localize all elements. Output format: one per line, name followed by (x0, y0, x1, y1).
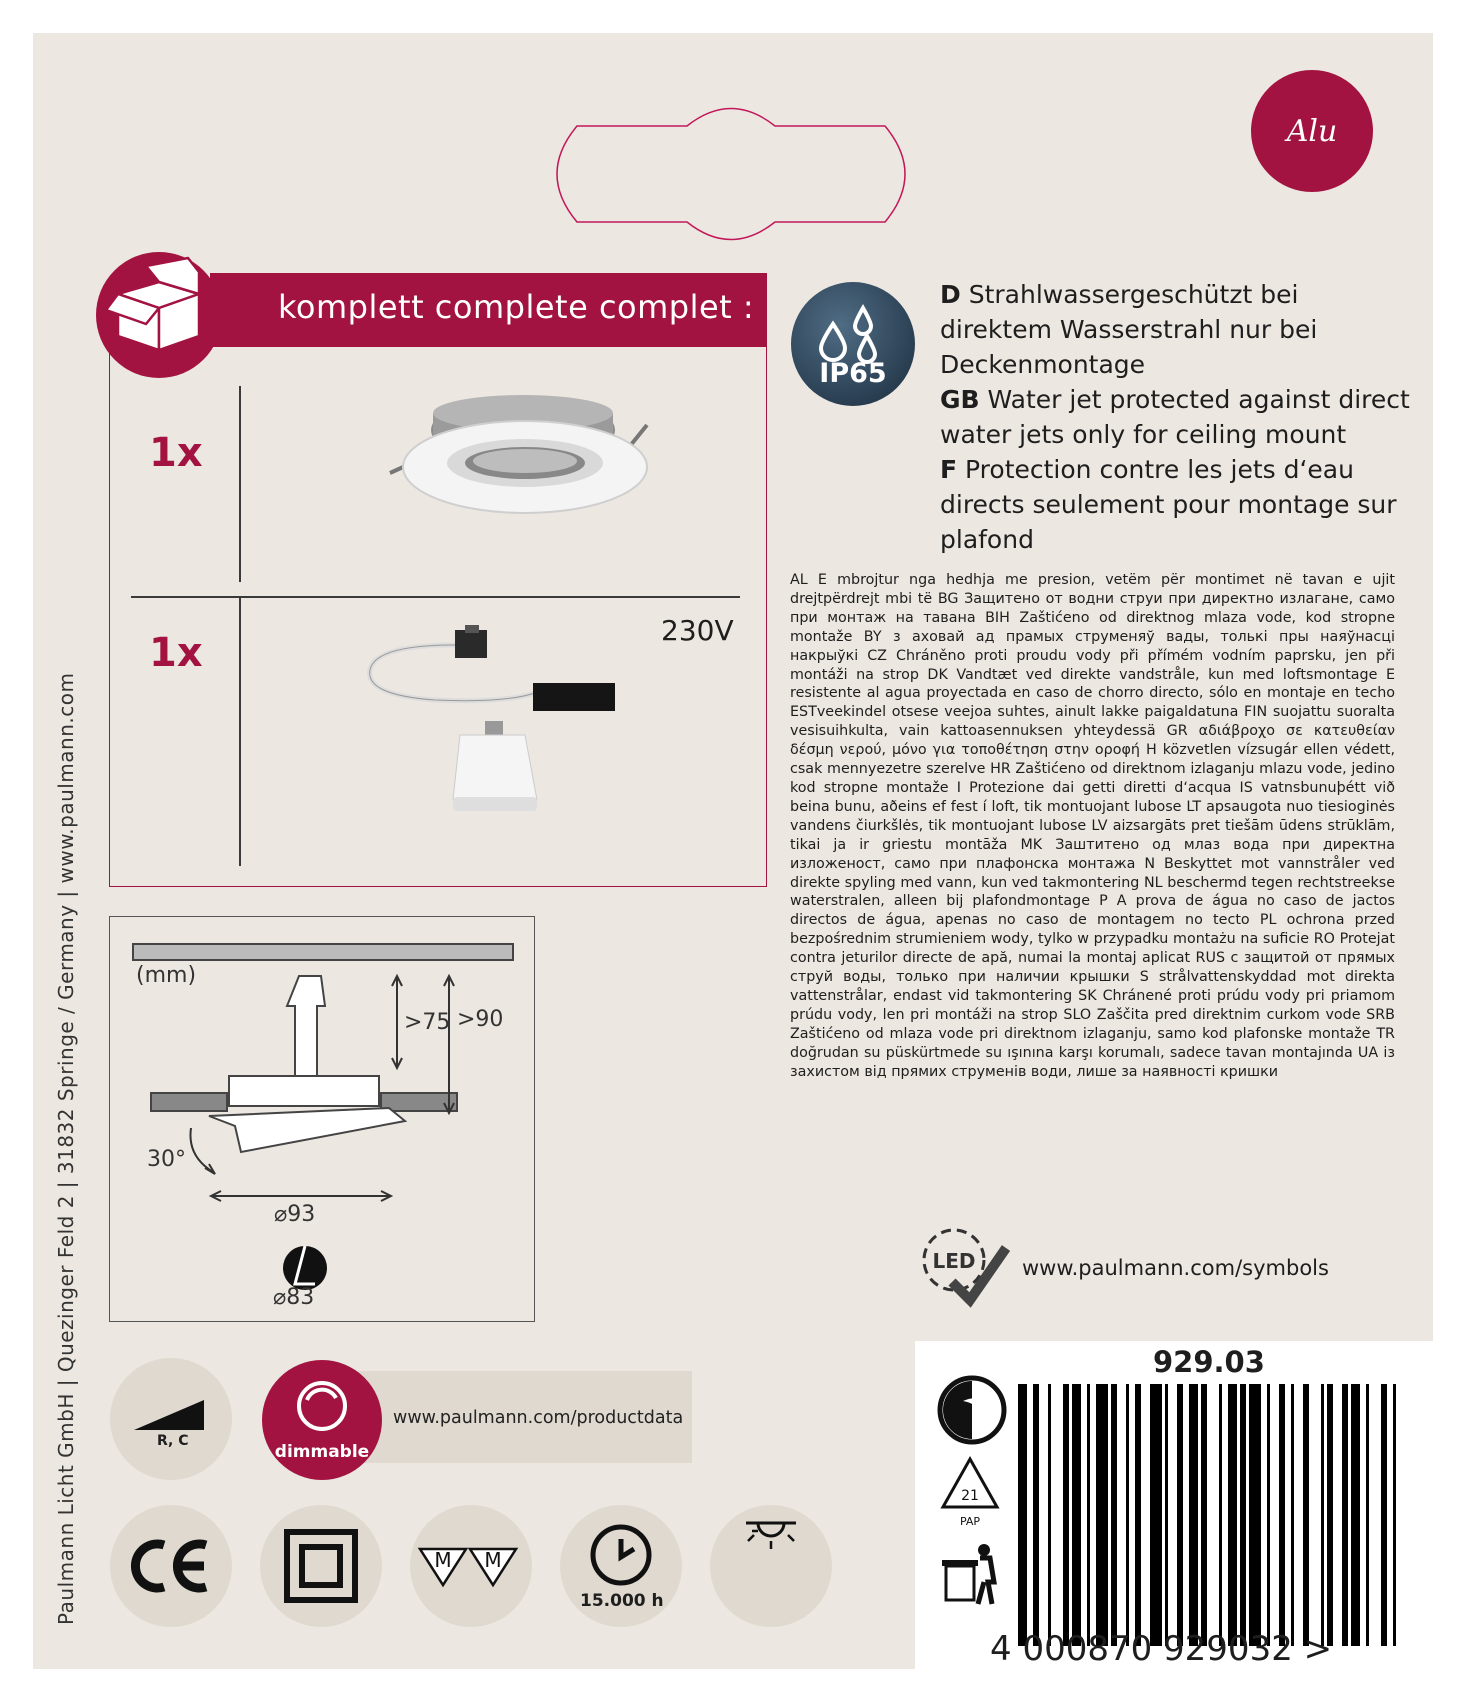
ce-symbol (110, 1505, 232, 1627)
barcode-bar (1228, 1384, 1237, 1646)
barcode-bar (1018, 1384, 1027, 1646)
ean-number: 4 000870 929032 > (990, 1629, 1333, 1669)
lifetime-label: 15.000 h (580, 1591, 664, 1611)
divider-horizontal (131, 596, 740, 598)
barcode-bar (1072, 1384, 1081, 1646)
ceiling-lamp-icon (710, 1505, 832, 1627)
protection-description (940, 277, 1410, 557)
barcode-bar (1096, 1384, 1108, 1646)
waste-bin-icon (938, 1538, 1003, 1608)
barcode-bar (1240, 1384, 1246, 1646)
barcode-bar (1033, 1384, 1039, 1646)
protection-line-de: D Strahlwassergeschützt bei direktem Wasserstrahl nur bei Deckenmontage (940, 280, 1318, 379)
box-icon-circle (96, 252, 222, 378)
barcode-bar (1393, 1384, 1396, 1646)
barcode-bar (1063, 1384, 1069, 1646)
dimension-height-max: >90 (457, 1007, 504, 1032)
dimension-unit: (mm) (136, 963, 197, 988)
double-insulation-icon (260, 1505, 382, 1627)
barcode-bar (1303, 1384, 1309, 1646)
recycling-label: PAP (959, 1515, 981, 1528)
barcode-bar (1279, 1384, 1285, 1646)
dimmer-type-label: R, C (157, 1433, 189, 1449)
dimmable-icon (262, 1360, 382, 1480)
finish-badge: Alu (1251, 70, 1373, 192)
dimmable-label: dimmable (274, 1442, 370, 1462)
barcode-bar (1201, 1384, 1207, 1646)
svg-text:M: M (484, 1548, 502, 1572)
led-label: LED (932, 1249, 976, 1273)
barcode-bar (1177, 1384, 1183, 1646)
article-number: 929.03 (1153, 1345, 1265, 1379)
item-2-voltage: 230V (661, 614, 734, 647)
barcode-bar (1111, 1384, 1117, 1646)
barcode-bar (1126, 1384, 1129, 1646)
dimension-tilt-angle: 30° (147, 1147, 186, 1172)
barcode-bar (1249, 1384, 1261, 1646)
barcode-bar (1366, 1384, 1369, 1646)
led-symbols-icon (912, 1220, 1012, 1310)
dimmable-badge (262, 1360, 382, 1480)
ip65-label: IP65 (819, 358, 887, 389)
protection-line-gb: GB Water jet protected against direct water jets only for ceiling mount (940, 385, 1410, 449)
barcode-bar (1135, 1384, 1141, 1646)
barcode-bar (1321, 1384, 1324, 1646)
dimmer-wedge-icon (110, 1358, 232, 1480)
ce-mark-icon (110, 1505, 232, 1627)
item-1-quantity: 1x (149, 430, 203, 476)
barcode-bar (1087, 1384, 1090, 1646)
protection-line-fr: F Protection contre les jets d‘eau directs seulement pour montage sur plafond (940, 455, 1397, 554)
green-dot-icon (935, 1373, 1010, 1448)
mm-furniture-symbol (410, 1505, 532, 1627)
item-2-quantity: 1x (149, 630, 203, 676)
ceiling-light-symbol (710, 1505, 832, 1627)
barcode-bar (1048, 1384, 1051, 1646)
barcode-bar (1327, 1384, 1333, 1646)
dimmer-type-symbol (110, 1358, 232, 1480)
hang-hole-outline (537, 106, 925, 242)
barcode-bars (1018, 1384, 1410, 1646)
barcode-bar (1342, 1384, 1348, 1646)
symbols-link[interactable]: www.paulmann.com/symbols (1022, 1256, 1329, 1280)
divider-vertical-1 (239, 386, 241, 582)
divider-vertical-2 (239, 598, 241, 866)
company-address: Paulmann Licht GmbH | Quezinger Feld 2 | 31832 Springe / Germany | www.paulmann.com (54, 672, 78, 1625)
mm-triangle-icon (410, 1505, 532, 1627)
recycling-code: 21 (961, 1488, 979, 1504)
dimension-cutout: ⌀83 (273, 1285, 315, 1310)
productdata-link[interactable]: www.paulmann.com/productdata (393, 1408, 684, 1428)
connector-and-lamp-image (365, 625, 625, 825)
barcode-bar (1219, 1384, 1222, 1646)
svg-text:M: M (434, 1548, 452, 1572)
barcode-bar (1351, 1384, 1360, 1646)
barcode-bar (1150, 1384, 1162, 1646)
barcode-bar (1381, 1384, 1387, 1646)
dimension-diameter: ⌀93 (274, 1202, 316, 1227)
contents-title: komplett complete complet : (278, 288, 755, 326)
protection-multilanguage-text: AL E mbrojtur nga hedhja me presion, vetëm për montimet në tavan e ujit drejtpërdrejt mbi të BG Защитено от водни струи при директно излагане, само при монтаж на тавана BIH Zaštićeno od direktnog mlaza vode, kod stropne montaže BY з аховай ад прамых струменяў вады, толькі пры наяўнасці накрыўкі CZ Chráněno proti proudu vody při přímém vodním paprsku, jen při montáži na strop DK Vandtæt ved direkte vandstråle, kun med loftsmontage E resistente al agua proyectada en caso de chorro directo, sólo en montaje en techo ESTveekindel otsese veejoa suhtes, ainult lakke paigaldatuna FIN suojattu suoralta vesisuihkulta, vain kattoasennuksen yhteydessä GR αδιάβροχο σε κατευθείαν δέσμη νερού, μόνο για τοποθέτηση στην οροφή H közvetlen vízsugár ellen védett, csak mennyezetre szerelve HR Zaštićeno od direktnom izlaganju mlazu vode, jedino kod stropne montaže I Protezione dai getti diretti d‘acqua IS vatnsbunuþétt við beina bunu, aðeins ef fest í loft, tik montuojant lubose LT apsaugota nuo tiesioginės vandens čiurkšlės, tik montuojant lubose LV aizsargāts pret tiešām ūdens strūklām, tikai ja ir griestu montāža MK Заштитено од млаз вода при директна изложеност, само при плафонска монтажа N Beskyttet mot vannstråler ved direkte spyling med vann, kun ved takmontering NL beschermd tegen rechtstreekse waterstralen, alleen bij plafondmontage P A prova de água no caso de jactos directos de água, apenas no caso de montagem no tecto PL ochrona przed bezpośrednim strumieniem wody, tylko w przypadku montażu na suficie RO Protejat contra jeturilor directe de apă, numai la montaj aplicat RUS с защитой от прямых струй воды, только при наличии крышки S strålvattenskyddad mot direkta vattenstrålar, endast vid takmontering SK Chránené proti prúdu vody pri priamom prúdu vody, len pri montáži na strop SLO Zaščita pred direktnim curkom vode SRB Zaštićeno od mlaza vode pri direktnom izlaganju, samo kod plafonske montaže TR doğrudan su püskürtmede su ışınına karşı korumalı, sadece tavan montajında UA із захистом від прямих струменів води, лише за наявності кришки (790, 572, 1395, 1080)
barcode-bar (1291, 1384, 1294, 1646)
box-icon (96, 252, 222, 378)
barcode-bar (1189, 1384, 1198, 1646)
recycling-icon (935, 1455, 1005, 1530)
dimension-height-min: >75 (404, 1010, 451, 1035)
protection-class-symbol (260, 1505, 382, 1627)
barcode-bar (1165, 1384, 1168, 1646)
luminaire-image (385, 385, 655, 535)
barcode-bar (1267, 1384, 1270, 1646)
